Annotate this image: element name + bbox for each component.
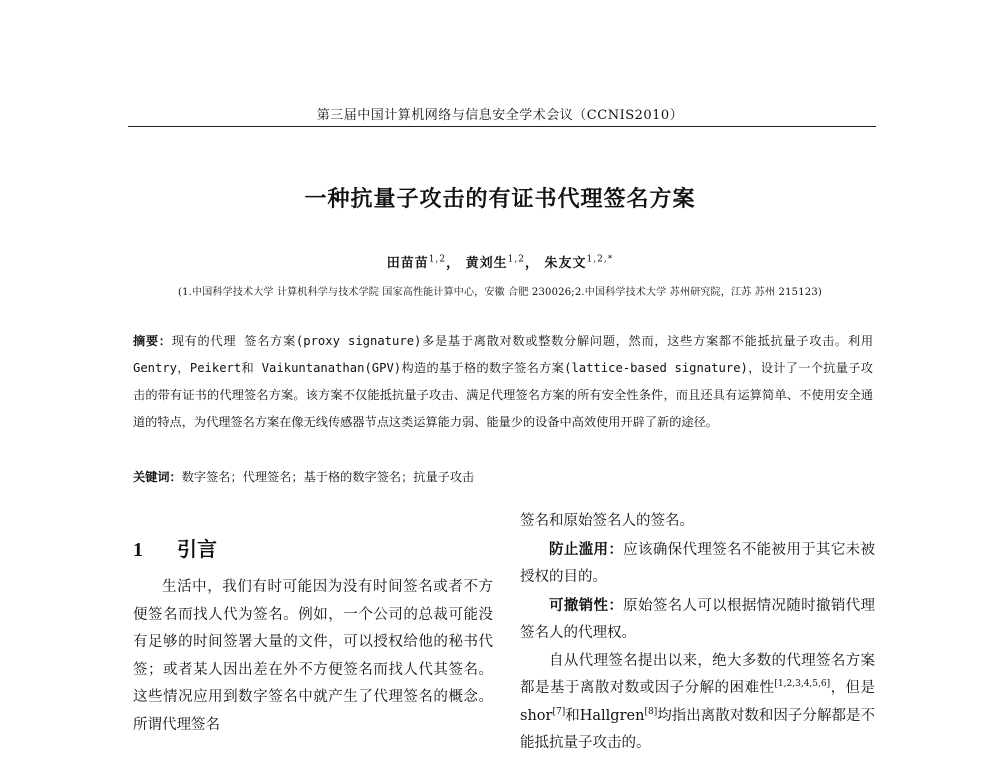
author-name: 田苗苗	[386, 256, 429, 271]
running-head: 第三届中国计算机网络与信息安全学术会议（CCNIS2010）	[316, 108, 684, 123]
left-column	[133, 574, 493, 739]
abstract-label: 摘要：	[133, 334, 172, 348]
citation: [1,2,3,4,5,6]	[774, 679, 831, 690]
continued-paragraph: 签名和原始签名人的签名。	[520, 513, 694, 529]
author-list	[0, 252, 1000, 271]
property-revocability	[520, 592, 875, 648]
author-affil-sup: 1,2,*	[586, 254, 614, 265]
section-heading	[133, 533, 217, 562]
paper-title: 一种抗量子攻击的有证书代理签名方案	[304, 187, 696, 212]
section-title: 引言	[177, 537, 217, 561]
text-run: 自从代理签名提出以来，绝大多数的代理签名方案都是基于离散对数或因子分解的困难性	[520, 652, 875, 696]
header-rule	[128, 126, 876, 127]
author-name: 黄刘生	[465, 256, 508, 271]
text-run: 均指出离散对数和因子分解都是不能抵抗量子攻击的。	[520, 707, 876, 751]
citation: [7]	[552, 706, 566, 717]
author-separator: ，	[446, 256, 461, 271]
author-affil-sup: 1,2	[507, 254, 525, 265]
property-prevent-misuse	[520, 536, 875, 592]
keywords-label: 关键词：	[133, 470, 182, 484]
right-column	[520, 508, 875, 758]
abstract-text: 现有的代理 签名方案(proxy signature)多是基于离散对数或整数分解问题，然而，这些方案都不能抵抗量子攻击。利用Gentry，Peikert和 Vaikuntanathan(GPV)构造的基于格的数字签名方案(lattice-based signature)，设计了一个抗量子攻击的带有证书的代理签名方案。该方案不仅能抵抗量子攻击、满足代理签名方案的所有安全性条件，而且还具有运算简单、不使用安全通道的特点，为代理签名方案在像无线传感器节点这类运算能力弱、能量少的设备中高效使用开辟了新的途径。	[133, 334, 874, 429]
property-label: 可撤销性：	[549, 596, 624, 614]
citation: [8]	[644, 706, 658, 717]
text-run: ，但是shor	[520, 680, 876, 724]
affiliation: (1.中国科学技术大学 计算机科学与技术学院 国家高性能计算中心，安徽 合肥 230026;2.中国科学技术大学 苏州研究院，江苏 苏州 215123)	[177, 287, 823, 298]
section-number: 1	[133, 539, 143, 561]
intro-paragraph: 生活中，我们有时可能因为没有时间签名或者不方便签名而找人代为签名。例如，一个公司的总裁可能没有足够的时间签署大量的文件，可以授权给他的秘书代签；或者某人因出差在外不方便签名而找人代其签名。这些情况应用到数字签名中就产生了代理签名的概念。所谓代理签名	[133, 579, 493, 733]
author-separator: ，	[524, 256, 539, 271]
property-text: 原始签名人可以根据情况随时撤销代理签名人的代理权。	[520, 597, 876, 641]
author-affil-sup: 1,2	[428, 254, 447, 265]
keywords-text: 数字签名；代理签名；基于格的数字签名；抗量子攻击	[181, 470, 475, 484]
history-paragraph	[520, 648, 875, 758]
property-text: 应该确保代理签名不能被用于其它未被授权的目的。	[520, 541, 876, 585]
author-name: 朱友文	[544, 256, 587, 271]
text-run: 和Hallgren	[565, 707, 645, 724]
property-label: 防止滥用：	[549, 540, 624, 558]
keywords	[133, 468, 873, 485]
abstract	[133, 328, 873, 436]
